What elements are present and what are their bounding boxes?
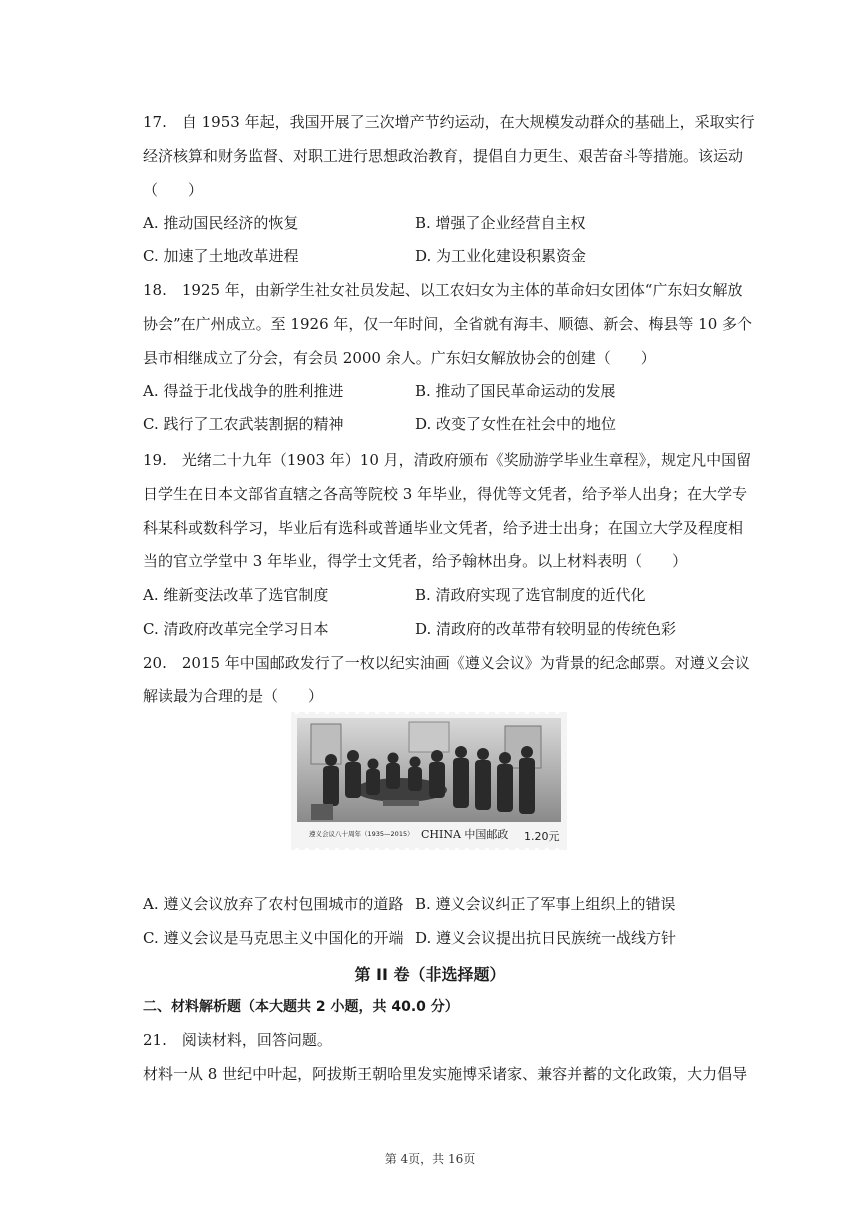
q17-line-2: 经济核算和财务监督、对职工进行思想政治教育，提倡自力更生、艰苦奋斗等措施。该运动: [143, 147, 744, 165]
q17-line-1: 17. 自 1953 年起，我国开展了三次增产节约运动，在大规模发动群众的基础上，采取实行: [143, 113, 755, 131]
material-line: 材料一从 8 世纪中叶起，阿拔斯王朝哈里发实施博采诸家、兼容并蓄的文化政策，大力倡导: [143, 1065, 748, 1083]
q19-option-c[interactable]: C. 清政府改革完全学习日本: [143, 620, 329, 638]
stamp-value: 1.20元: [524, 830, 560, 843]
q18-option-b[interactable]: B. 推动了国民革命运动的发展: [415, 382, 616, 400]
q18-option-a[interactable]: A. 得益于北伐战争的胜利推进: [143, 382, 344, 400]
q18-line-2: 协会”在广州成立。至 1926 年，仅一年时间，全省就有海丰、顺德、新会、梅县等 10 多个: [143, 315, 753, 333]
q20-line-2: 解读最为合理的是（ ）: [143, 687, 324, 705]
q18-line-1: 18. 1925 年，由新学生社女社员发起、以工农妇女为主体的革命妇女团体“广东妇女解放: [143, 281, 743, 299]
q19-line-4: 当的官立学堂中 3 年毕业，得学士文凭者，给予翰林出身。以上材料表明（ ）: [143, 552, 688, 570]
section-heading: 二、材料解析题（本大题共 2 小题，共 40.0 分）: [143, 999, 459, 1015]
stamp-caption: 遵义会议八十周年（1935—2015）: [309, 830, 414, 838]
part-heading: 第 II 卷（非选择题）: [354, 965, 506, 984]
zunyi-stamp-image: [291, 712, 567, 850]
q19-option-d[interactable]: D. 清政府的改革带有较明显的传统色彩: [415, 620, 677, 638]
q18-option-c[interactable]: C. 践行了工农武装割据的精神: [143, 415, 344, 433]
q17-option-a[interactable]: A. 推动国民经济的恢复: [143, 214, 299, 232]
q17-option-b[interactable]: B. 增强了企业经营自主权: [415, 214, 586, 232]
q19-line-3: 科某科或数科学习，毕业后有选科或普通毕业文凭者，给予进士出身；在国立大学及程度相: [143, 519, 744, 537]
q17-option-c[interactable]: C. 加速了土地改革进程: [143, 247, 299, 265]
q17-option-d[interactable]: D. 为工业化建设积累资金: [415, 247, 587, 265]
q21-line: 21. 阅读材料，回答问题。: [143, 1031, 332, 1049]
q19-line-1: 19. 光绪二十九年（1903 年）10 月，清政府颁布《奖励游学毕业生章程》，规定凡中国留: [143, 451, 752, 469]
q18-option-d[interactable]: D. 改变了女性在社会中的地位: [415, 415, 617, 433]
q18-line-3: 县市相继成立了分会，有会员 2000 余人。广东妇女解放协会的创建（ ）: [143, 349, 656, 367]
page-footer: 第 4页，共 16页: [384, 1152, 476, 1166]
q19-option-a[interactable]: A. 维新变法改革了选官制度: [143, 586, 329, 604]
q20-option-c[interactable]: C. 遵义会议是马克思主义中国化的开端: [143, 929, 404, 947]
q20-option-a[interactable]: A. 遵义会议放弃了农村包围城市的道路: [143, 895, 404, 913]
q20-line-1: 20. 2015 年中国邮政发行了一枚以纪实油画《遵义会议》为背景的纪念邮票。对遵义会议: [143, 654, 750, 672]
q17-line-3: （ ）: [143, 181, 204, 199]
q19-line-2: 日学生在日本文部省直辖之各高等院校 3 年毕业，得优等文凭者，给予举人出身；在大学专: [143, 485, 748, 503]
stamp-country: CHINA 中国邮政: [421, 828, 509, 841]
q20-option-b[interactable]: B. 遵义会议纠正了军事上组织上的错误: [415, 895, 676, 913]
q20-option-d[interactable]: D. 遵义会议提出抗日民族统一战线方针: [415, 929, 677, 947]
q19-option-b[interactable]: B. 清政府实现了选官制度的近代化: [415, 586, 646, 604]
